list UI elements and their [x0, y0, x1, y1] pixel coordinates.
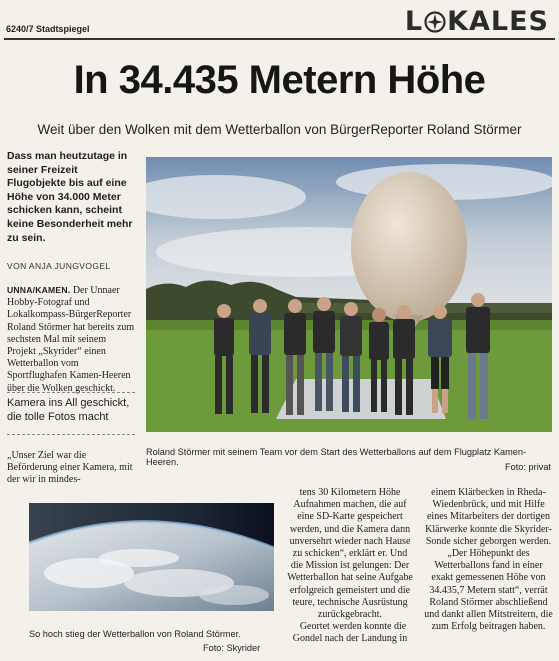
- photo-caption: So hoch stieg der Wetterballon von Roland Störmer.: [29, 629, 241, 639]
- article-paragraph: „Der Höhepunkt des Wetterballons fand in einer exakt gemessenen Höhe von 34.435,7 Metern statt“, verrät Roland Störmer abschließend und dankt allen Mitstreitern, die zum Erfolg beitragen haben.: [424, 548, 553, 633]
- team-photo: [146, 157, 552, 432]
- article-paragraph: Geortet werden konnte die Gondel nach der Landung in: [292, 621, 408, 645]
- article-column-1-cont: „Unser Ziel war die Beförderung einer Kamera, mit der wir in mindes-: [7, 450, 133, 486]
- article-text: Der Unnaer Hobby-Fotograf und Lokalkompass-BürgerReporter Roland Störmer hat bereits zum sechsten Mal mit seinem Projekt „Skyrider“ einen Wetterballon vom Sportflughafen Kamen-Heeren über die Wolken geschickt.: [7, 285, 135, 394]
- pull-quote: Kamera ins All geschickt, die tolle Fotos macht: [7, 397, 130, 423]
- lead-paragraph: Dass man heutzutage in seiner Freizeit Flugobjekte bis auf eine Höhe von 34.000 Meter schicken kann, scheint keine Besonderheit mehr zu sein.: [7, 150, 133, 244]
- divider: [7, 434, 135, 435]
- headline: In 34.435 Metern Höhe: [73, 58, 486, 102]
- photo-caption: Roland Störmer mit seinem Team vor dem Start des Wetterballons auf dem Flugplatz Kamen-Heeren.: [146, 447, 527, 467]
- header-rule: [4, 38, 555, 40]
- issue-label: 6240/7 Stadtspiegel: [6, 24, 90, 34]
- article-paragraph: tens 30 Kilometern Höhe Aufnahmen machen, die auf eine SD-Karte gespeichert werden, und die Kamera dann unversehrt wieder nach Hause zu schicken“, erklärt er. Und die Mission ist gelungen: Der Wetterballon hat seine Aufgabe erfolgreich gemeistert und die teure, technische Ausrüstung zurückgebracht.: [287, 487, 413, 621]
- article-column-2: [286, 487, 414, 646]
- section-title-suffix: KALES: [447, 6, 549, 37]
- subheadline: Weit über den Wolken mit dem Wetterballon von BürgerReporter Roland Störmer: [37, 122, 522, 137]
- byline: VON ANJA JUNGVOGEL: [7, 261, 111, 271]
- compass-icon: [424, 11, 446, 33]
- earth-photo: [29, 503, 274, 611]
- section-title-prefix: L: [404, 6, 424, 37]
- divider: [7, 392, 135, 393]
- section-title: [405, 6, 549, 37]
- photo-credit: Foto: Skyrider: [203, 643, 261, 653]
- photo-credit: Foto: privat: [505, 462, 551, 472]
- article-paragraph: einem Klärbecken in Rheda-Wiedenbrück, und mit Hilfe eines Mitarbeiters der dortigen Klärwerke konnte die Skyrider-Sonde sicher geborgen werden.: [425, 487, 552, 547]
- article-column-1: [7, 285, 135, 395]
- article-column-3: [423, 487, 554, 633]
- dateline: UNNA/KAMEN.: [7, 285, 71, 295]
